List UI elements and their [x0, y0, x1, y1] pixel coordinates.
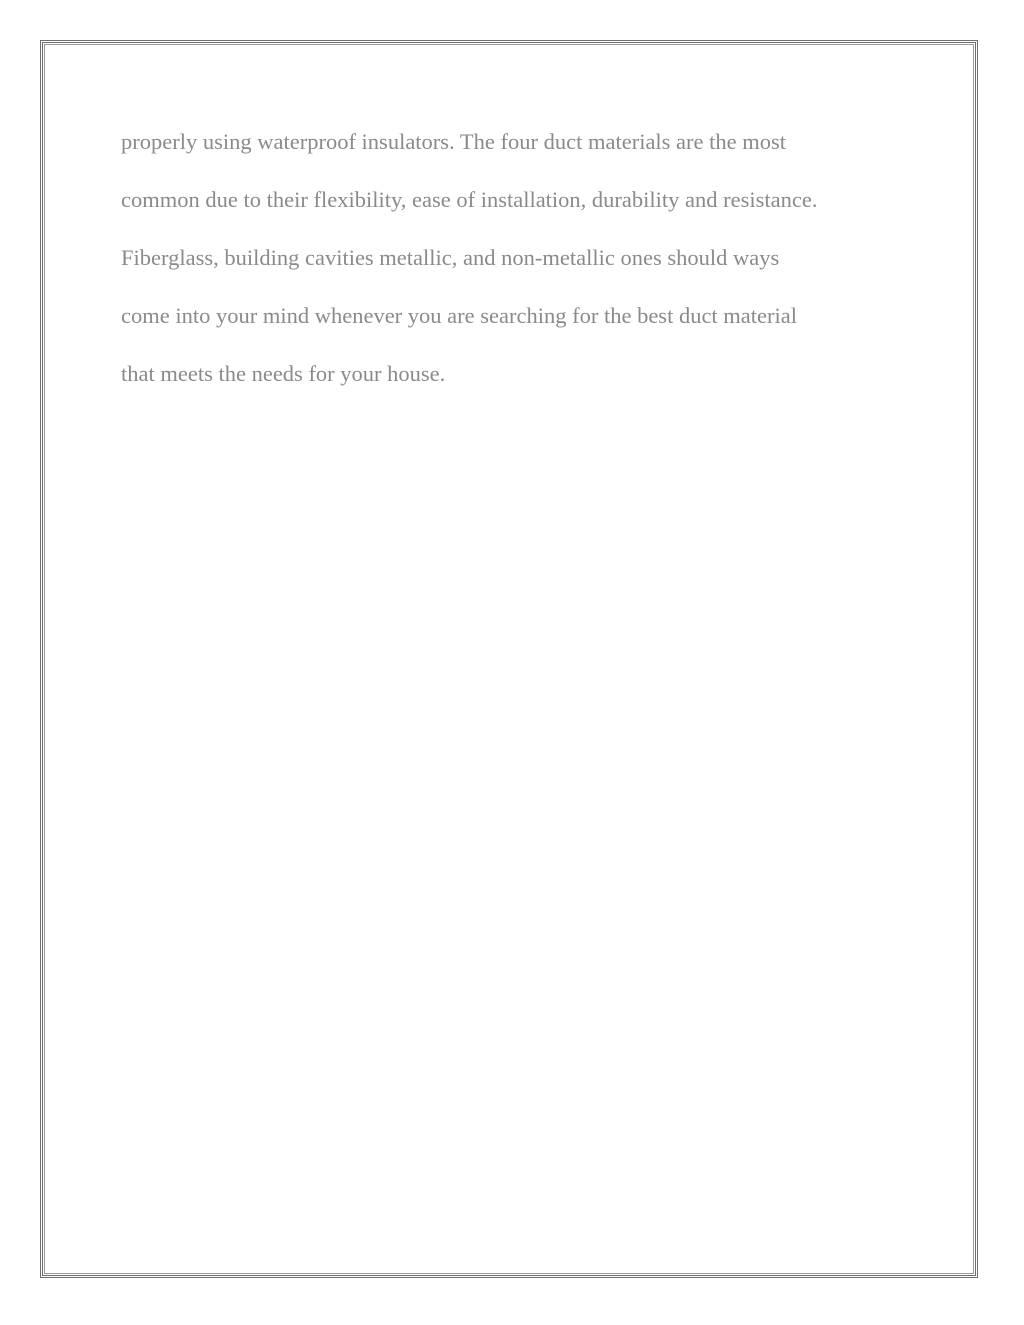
body-paragraph [121, 113, 921, 403]
paragraph-line: properly using waterproof insulators. The four duct materials are the most [121, 129, 787, 154]
paragraph-line: common due to their flexibility, ease of installation, durability and resistance. [121, 187, 818, 212]
paragraph-line: Fiberglass, building cavities metallic, and non-metallic ones should ways [121, 245, 780, 270]
paragraph-line: come into your mind whenever you are searching for the best duct material [121, 303, 798, 328]
paragraph-line: that meets the needs for your house. [121, 361, 446, 386]
